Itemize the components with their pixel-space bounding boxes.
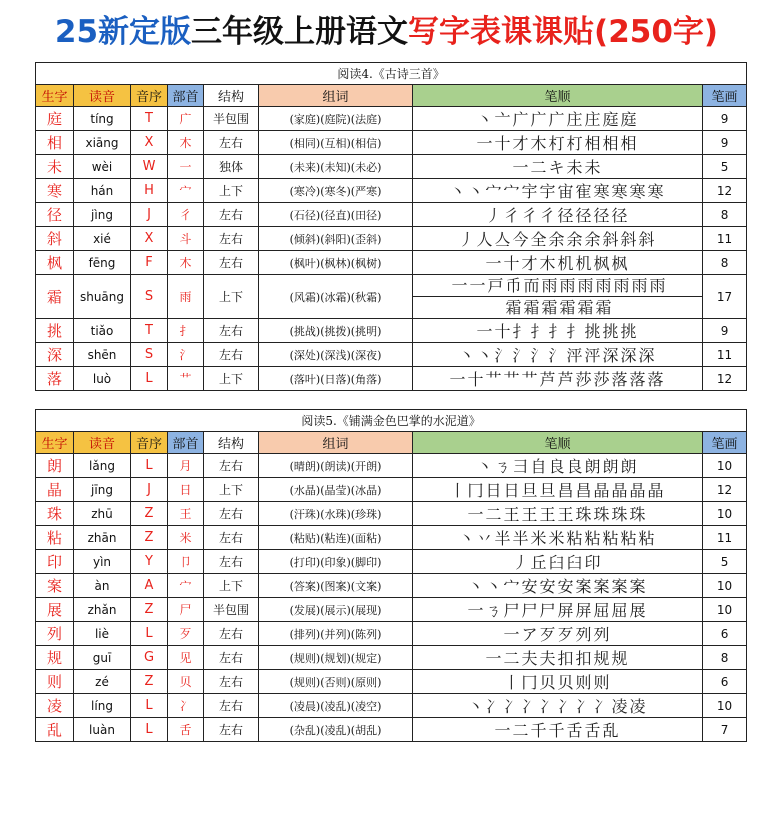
column-header-structure: 结构 [204,432,259,454]
order-cell: J [131,478,168,502]
words-cell: (寒冷)(寒冬)(严寒) [259,179,413,203]
structure-cell: 左右 [204,694,259,718]
structure-cell: 半包围 [204,598,259,622]
title-grade: 三年级上册语文 [191,14,409,50]
words-cell: (风霜)(冰霜)(秋霜) [259,275,413,319]
column-header-count: 笔画 [703,85,747,107]
stroke-count-cell: 12 [703,478,747,502]
radical-cell: 木 [168,131,204,155]
table-row [36,550,747,574]
table-row [36,131,747,155]
table-row [36,251,747,275]
stroke-order-cell [413,454,703,478]
stroke-count-cell: 8 [703,203,747,227]
words-cell: (落叶)(日落)(角落) [259,367,413,391]
stroke-order-line: 一二王王王王珠珠珠珠 [467,505,648,524]
pinyin-cell: luàn [74,718,131,742]
stroke-count-cell: 10 [703,454,747,478]
char-cell: 霜 [36,275,74,319]
header-row [36,85,747,107]
char-cell: 庭 [36,107,74,131]
char-cell: 落 [36,367,74,391]
stroke-order-line: 一二夫夫扣扣规规 [485,649,630,668]
pinyin-cell: shēn [74,343,131,367]
structure-cell: 左右 [204,550,259,574]
stroke-order-cell [413,227,703,251]
table-row [36,646,747,670]
lesson-title-row [36,410,747,432]
stroke-order-line: 一ㄋ尸尸尸屏屏屈屈展 [467,601,648,620]
char-cell: 深 [36,343,74,367]
char-cell: 案 [36,574,74,598]
stroke-order-cell [413,598,703,622]
table-row [36,694,747,718]
column-header-pinyin: 读音 [74,432,131,454]
words-cell: (石径)(径直)(田径) [259,203,413,227]
stroke-order-cell [413,574,703,598]
pinyin-cell: zhān [74,526,131,550]
structure-cell: 左右 [204,343,259,367]
table-row [36,179,747,203]
stroke-order-cell [413,694,703,718]
char-cell: 未 [36,155,74,179]
structure-cell: 上下 [204,367,259,391]
stroke-order-line: 一一戸币而雨雨雨雨雨雨雨 [451,276,668,295]
lesson-title: 阅读5.《铺满金色巴掌的水泥道》 [36,410,747,432]
title-edition: 25新定版 [54,14,192,50]
order-cell: L [131,367,168,391]
words-cell: (打印)(印象)(脚印) [259,550,413,574]
radical-cell: 贝 [168,670,204,694]
char-cell: 规 [36,646,74,670]
pinyin-cell: fēng [74,251,131,275]
column-header-words: 组词 [259,85,413,107]
words-cell: (答案)(图案)(文案) [259,574,413,598]
pinyin-cell: liè [74,622,131,646]
column-header-char: 生字 [36,432,74,454]
pinyin-cell: xiāng [74,131,131,155]
structure-cell: 上下 [204,574,259,598]
words-cell: (家庭)(庭院)(法庭) [259,107,413,131]
words-cell: (汗珠)(水珠)(珍珠) [259,502,413,526]
order-cell: Y [131,550,168,574]
pinyin-cell: jìng [74,203,131,227]
char-cell: 晶 [36,478,74,502]
table-row [36,454,747,478]
table-row [36,718,747,742]
words-cell: (晴朗)(朗读)(开朗) [259,454,413,478]
structure-cell: 左右 [204,622,259,646]
words-cell: (规则)(否则)(原则) [259,670,413,694]
words-cell: (粘贴)(粘连)(面粘) [259,526,413,550]
structure-cell: 左右 [204,718,259,742]
table-row [36,670,747,694]
char-cell: 则 [36,670,74,694]
pinyin-cell: zhǎn [74,598,131,622]
pinyin-cell: wèi [74,155,131,179]
char-cell: 印 [36,550,74,574]
order-cell: H [131,179,168,203]
stroke-order-line: 丶丷半半米米粘粘粘粘粘 [458,529,657,548]
stroke-count-cell: 5 [703,550,747,574]
stroke-order-cell [413,131,703,155]
stroke-count-cell: 10 [703,694,747,718]
radical-cell: 木 [168,251,204,275]
order-cell: L [131,454,168,478]
stroke-order-line: 丶丶宀宀宇宇宙寉寒寒寒寒 [449,182,666,201]
stroke-order-cell [413,251,703,275]
stroke-order-cell [413,526,703,550]
words-cell: (相同)(互相)(相信) [259,131,413,155]
radical-cell: 艹 [168,367,204,391]
stroke-count-cell: 12 [703,179,747,203]
pinyin-cell: yìn [74,550,131,574]
title-subject: 写字表课课贴(250字) [408,14,719,50]
stroke-order-line: 丿丘臼臼印 [512,553,603,572]
char-cell: 枫 [36,251,74,275]
stroke-count-cell: 12 [703,367,747,391]
radical-cell: 扌 [168,319,204,343]
order-cell: Z [131,526,168,550]
order-cell: S [131,275,168,319]
char-cell: 凌 [36,694,74,718]
stroke-count-cell: 6 [703,670,747,694]
pinyin-cell: zé [74,670,131,694]
pinyin-cell: jīng [74,478,131,502]
stroke-order-cell [413,622,703,646]
structure-cell: 左右 [204,227,259,251]
pinyin-cell: shuāng [74,275,131,319]
stroke-count-cell: 9 [703,319,747,343]
radical-cell: 见 [168,646,204,670]
table-row [36,622,747,646]
stroke-order-line: 一十才木机机枫枫 [485,254,630,273]
radical-cell: 王 [168,502,204,526]
words-cell: (规则)(规划)(规定) [259,646,413,670]
char-cell: 展 [36,598,74,622]
table-row [36,598,747,622]
words-cell: (凌晨)(凌乱)(凌空) [259,694,413,718]
stroke-count-cell: 7 [703,718,747,742]
stroke-order-line: 一ア歹歹列列 [503,625,612,644]
order-cell: L [131,694,168,718]
pinyin-cell: xié [74,227,131,251]
radical-cell: 一 [168,155,204,179]
structure-cell: 上下 [204,478,259,502]
structure-cell: 左右 [204,251,259,275]
stroke-order-line: 一十扌扌扌扌挑挑挑 [476,322,639,341]
words-cell: (挑战)(挑拨)(挑明) [259,319,413,343]
radical-cell: 日 [168,478,204,502]
order-cell: Z [131,598,168,622]
stroke-order-cell [413,343,703,367]
words-cell: (发展)(展示)(展现) [259,598,413,622]
order-cell: T [131,319,168,343]
stroke-order-cell [413,155,703,179]
order-cell: W [131,155,168,179]
stroke-order-cell [413,502,703,526]
structure-cell: 左右 [204,526,259,550]
column-header-structure: 结构 [204,85,259,107]
page-title [0,6,773,51]
table-row [36,155,747,179]
stroke-order-cell [413,319,703,343]
structure-cell: 半包围 [204,107,259,131]
order-cell: S [131,343,168,367]
structure-cell: 左右 [204,670,259,694]
radical-cell: 宀 [168,179,204,203]
pinyin-cell: hán [74,179,131,203]
order-cell: X [131,131,168,155]
header-row [36,432,747,454]
stroke-count-cell: 8 [703,646,747,670]
words-cell: (深处)(深浅)(深夜) [259,343,413,367]
structure-cell: 左右 [204,502,259,526]
radical-cell: 月 [168,454,204,478]
stroke-order-cell [413,203,703,227]
stroke-count-cell: 11 [703,526,747,550]
stroke-count-cell: 9 [703,107,747,131]
lesson-title-row [36,63,747,85]
radical-cell: 舌 [168,718,204,742]
column-header-char: 生字 [36,85,74,107]
structure-cell: 左右 [204,131,259,155]
order-cell: T [131,107,168,131]
pinyin-cell: zhū [74,502,131,526]
stroke-order-line: 丶冫冫冫冫冫冫冫凌凌 [467,697,648,716]
stroke-order-line: 丶丶宀安安安案案案案 [467,577,648,596]
table-row [36,275,747,319]
table-row [36,574,747,598]
lesson-table-5 [35,409,747,742]
stroke-count-cell: 10 [703,502,747,526]
char-cell: 挑 [36,319,74,343]
table-row [36,203,747,227]
char-cell: 朗 [36,454,74,478]
structure-cell: 左右 [204,203,259,227]
radical-cell: 米 [168,526,204,550]
stroke-count-cell: 6 [703,622,747,646]
pinyin-cell: líng [74,694,131,718]
column-header-strokes: 笔顺 [413,85,703,107]
words-cell: (排列)(并列)(陈列) [259,622,413,646]
words-cell: (倾斜)(斜阳)(歪斜) [259,227,413,251]
char-cell: 粘 [36,526,74,550]
order-cell: F [131,251,168,275]
stroke-order-line: 丶丶氵氵氵氵泙泙深深深 [458,346,657,365]
stroke-order-line: 丶ㄋ彐自良良朗朗朗 [476,457,639,476]
char-cell: 乱 [36,718,74,742]
radical-cell: 宀 [168,574,204,598]
words-cell: (未来)(未知)(未必) [259,155,413,179]
char-cell: 列 [36,622,74,646]
stroke-order-line: 一十才木朾朾相相相 [476,134,639,153]
lesson-title: 阅读4.《古诗三首》 [36,63,747,85]
order-cell: G [131,646,168,670]
column-header-order: 音序 [131,85,168,107]
structure-cell: 左右 [204,454,259,478]
table-row [36,367,747,391]
stroke-count-cell: 11 [703,343,747,367]
table-row [36,502,747,526]
stroke-order-cell [413,275,703,319]
words-cell: (枫叶)(枫林)(枫树) [259,251,413,275]
table-row [36,343,747,367]
stroke-order-line: 丿人亼今全余余余斜斜斜 [458,230,657,249]
table-row [36,526,747,550]
column-header-radical: 部首 [168,85,204,107]
radical-cell: 雨 [168,275,204,319]
radical-cell: 卩 [168,550,204,574]
structure-cell: 上下 [204,275,259,319]
stroke-order-line: 丨冂贝贝则则 [503,673,612,692]
table-row [36,227,747,251]
radical-cell: 彳 [168,203,204,227]
stroke-order-line: 丿彳彳彳径径径径 [485,206,630,225]
radical-cell: 广 [168,107,204,131]
pinyin-cell: tiǎo [74,319,131,343]
words-cell: (杂乱)(凌乱)(胡乱) [259,718,413,742]
order-cell: Z [131,502,168,526]
stroke-order-line: 丨冂日日旦旦昌昌晶晶晶晶 [449,481,666,500]
order-cell: Z [131,670,168,694]
char-cell: 径 [36,203,74,227]
char-cell: 相 [36,131,74,155]
stroke-order-cell [413,670,703,694]
pinyin-cell: lǎng [74,454,131,478]
structure-cell: 左右 [204,646,259,670]
radical-cell: 歹 [168,622,204,646]
pinyin-cell: àn [74,574,131,598]
stroke-order-line: 霜霜霜霜霜霜 [413,296,702,318]
radical-cell: 尸 [168,598,204,622]
char-cell: 珠 [36,502,74,526]
column-header-order: 音序 [131,432,168,454]
stroke-order-line: 丶亠广广广庄庄庭庭 [476,110,639,129]
radical-cell: 冫 [168,694,204,718]
radical-cell: 氵 [168,343,204,367]
char-cell: 斜 [36,227,74,251]
stroke-order-cell [413,478,703,502]
stroke-count-cell: 17 [703,275,747,319]
stroke-count-cell: 10 [703,574,747,598]
stroke-order-line: 一十艹艹艹芦芦莎莎落落落 [449,370,666,389]
column-header-words: 组词 [259,432,413,454]
stroke-order-cell [413,367,703,391]
stroke-count-cell: 11 [703,227,747,251]
stroke-count-cell: 10 [703,598,747,622]
order-cell: A [131,574,168,598]
lesson-table-4 [35,62,747,391]
stroke-count-cell: 9 [703,131,747,155]
table-row [36,319,747,343]
stroke-order-line: 一二キ未未 [512,158,603,177]
stroke-order-cell [413,179,703,203]
order-cell: J [131,203,168,227]
pinyin-cell: luò [74,367,131,391]
char-cell: 寒 [36,179,74,203]
order-cell: L [131,622,168,646]
stroke-order-line: 一二千千舌舌乱 [494,721,621,740]
column-header-strokes: 笔顺 [413,432,703,454]
stroke-order-cell [413,718,703,742]
order-cell: L [131,718,168,742]
order-cell: X [131,227,168,251]
column-header-radical: 部首 [168,432,204,454]
structure-cell: 独体 [204,155,259,179]
stroke-order-cell [413,550,703,574]
stroke-count-cell: 5 [703,155,747,179]
stroke-order-cell [413,646,703,670]
pinyin-cell: guī [74,646,131,670]
table-row [36,478,747,502]
structure-cell: 上下 [204,179,259,203]
stroke-order-cell [413,107,703,131]
table-row [36,107,747,131]
pinyin-cell: tíng [74,107,131,131]
radical-cell: 斗 [168,227,204,251]
stroke-count-cell: 8 [703,251,747,275]
column-header-pinyin: 读音 [74,85,131,107]
words-cell: (水晶)(晶莹)(冰晶) [259,478,413,502]
column-header-count: 笔画 [703,432,747,454]
structure-cell: 左右 [204,319,259,343]
